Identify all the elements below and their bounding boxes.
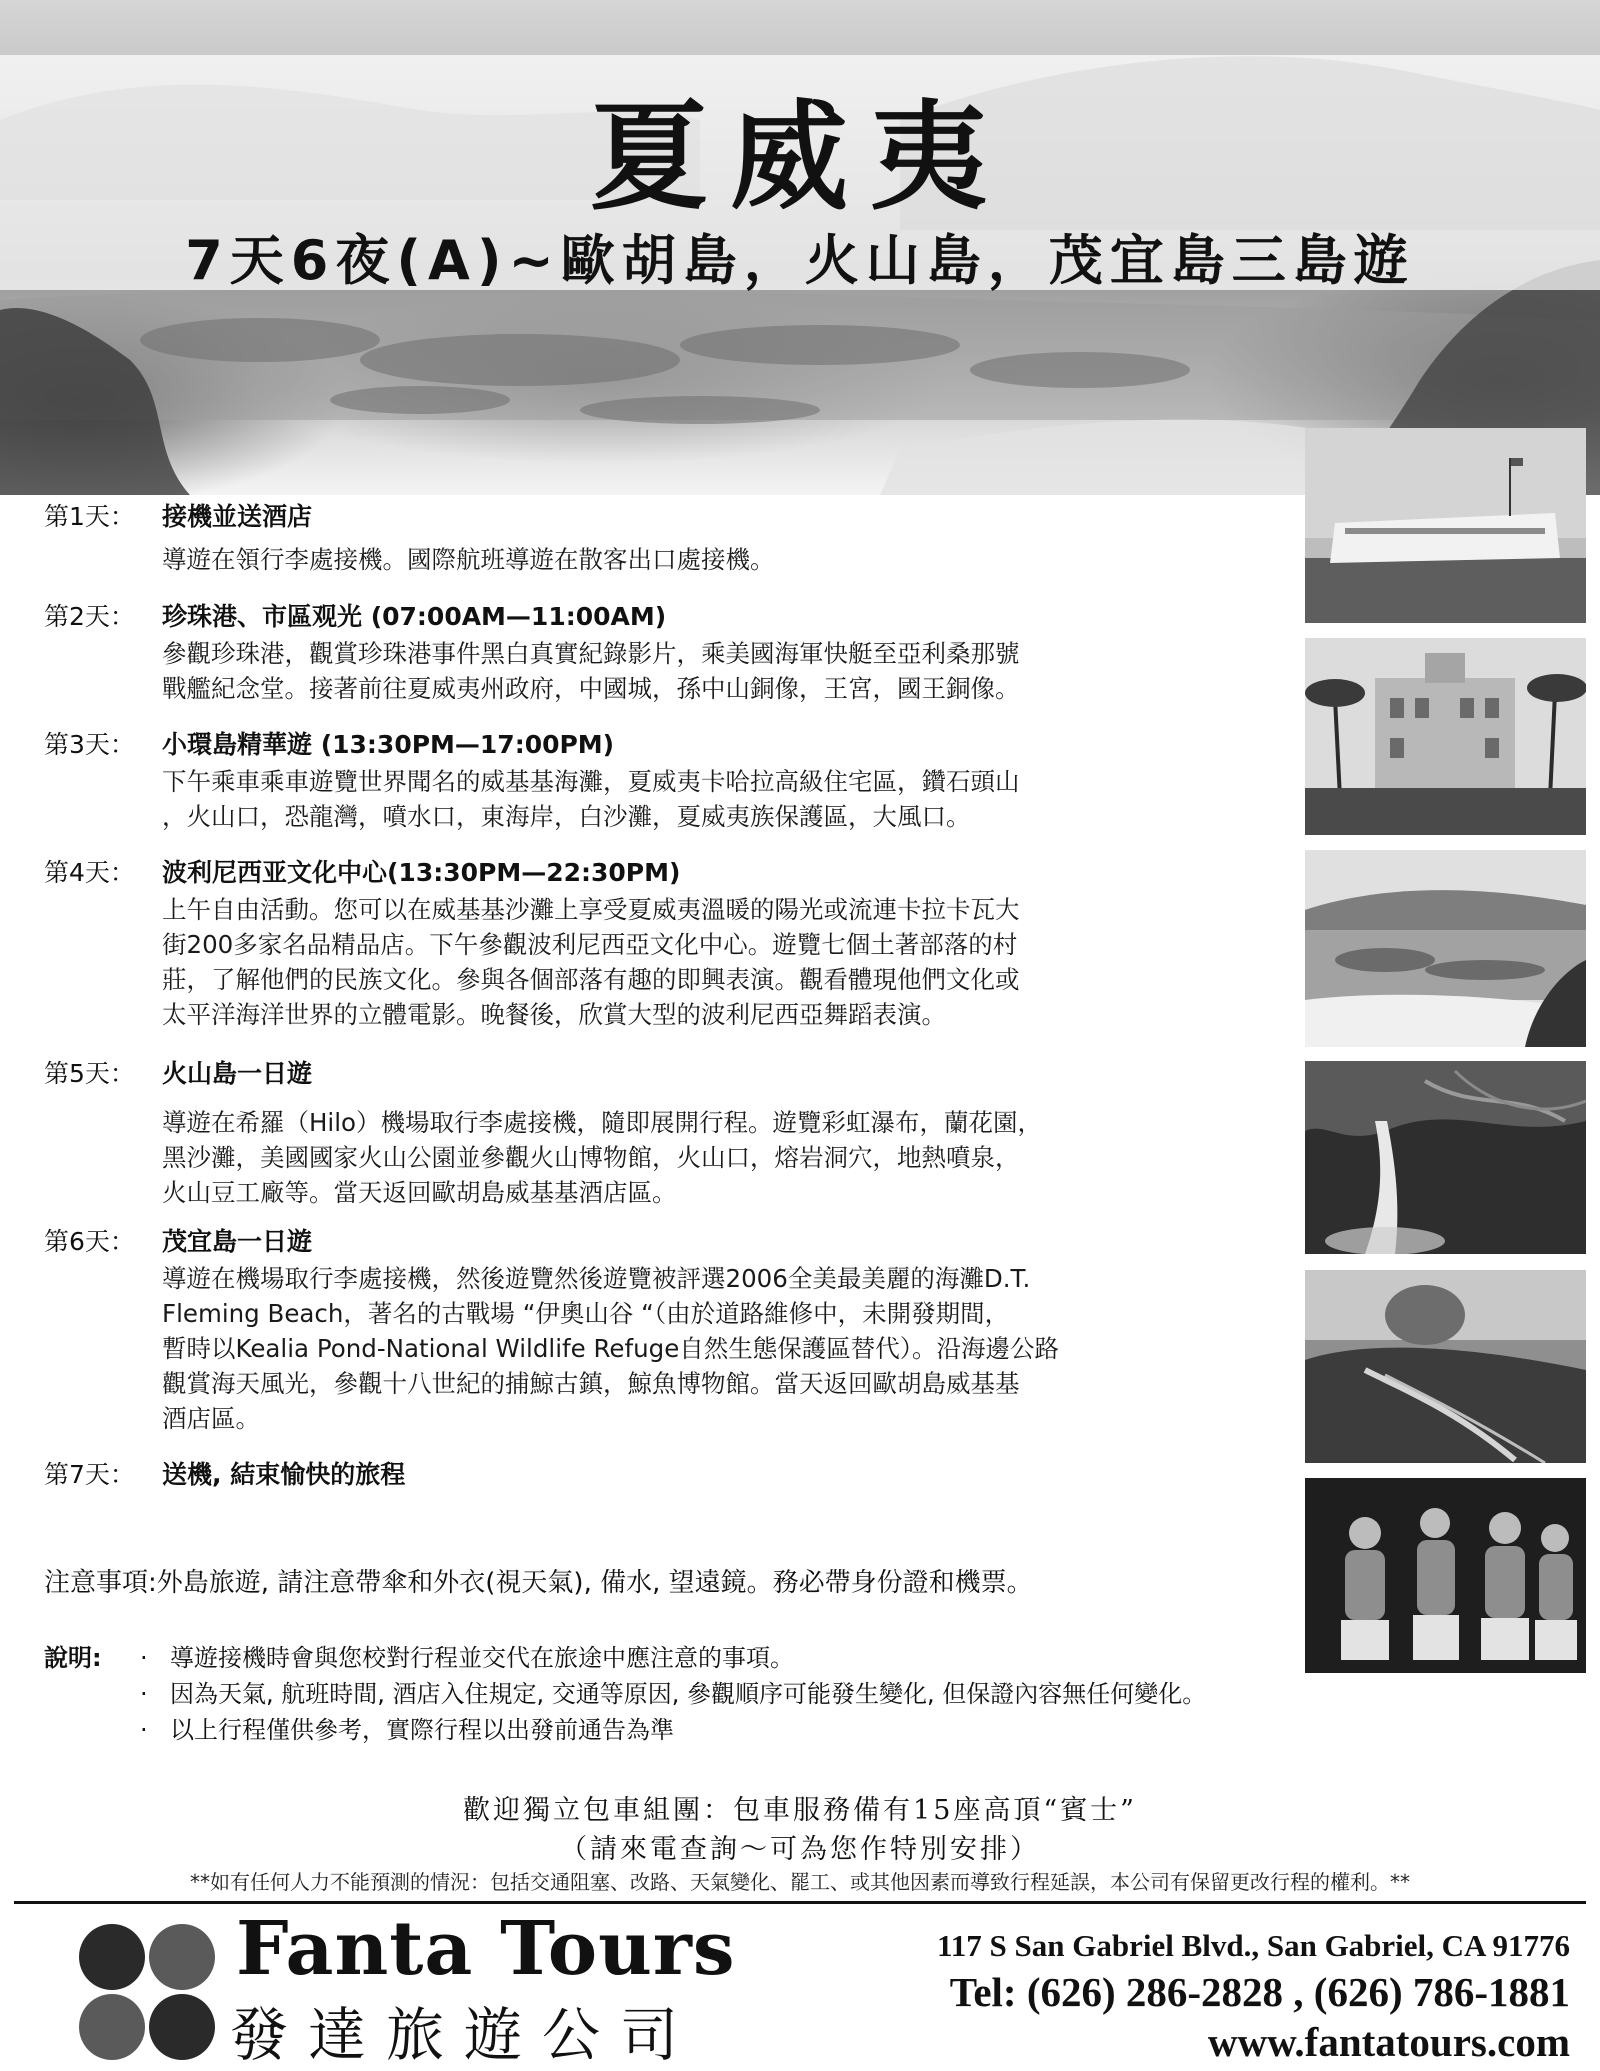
itinerary-day-6 xyxy=(44,1225,1294,1436)
company-phone: Tel: (626) 286-2828 , (626) 786-1881 xyxy=(949,1969,1570,2015)
volcano-image xyxy=(1305,1270,1586,1463)
note-text: 因為天氣, 航班時間, 酒店入住規定, 交通等原因, 參觀順序可能發生變化, 但保證內容無任何變化。 xyxy=(170,1680,1207,1708)
waterfall-image xyxy=(1305,1061,1586,1254)
description-line: 莊，了解他們的民族文化。參與各個部落有趣的即興表演。觀看體現他們文化或 xyxy=(162,965,1020,994)
dancers-image xyxy=(1305,1478,1586,1673)
day-description xyxy=(162,542,1312,577)
day-title: 接機並送酒店 xyxy=(162,502,313,531)
company-address: 117 S San Gabriel Blvd., San Gabriel, CA 91776 xyxy=(936,1928,1570,1963)
description-line: 參觀珍珠港，觀賞珍珠港事件黑白真實紀錄影片，乘美國海軍快艇至亞利桑那號 xyxy=(162,639,1020,668)
day-description xyxy=(162,1261,1312,1436)
day-label: 第3天： xyxy=(44,730,135,759)
itinerary-day-3 xyxy=(44,728,1294,834)
description-line: 黑沙灘，美國國家火山公園並參觀火山博物館，火山口，熔岩洞穴，地熱噴泉， xyxy=(162,1143,1020,1172)
description-line: 下午乘車乘車遊覽世界聞名的威基基海灘，夏威夷卡哈拉高級住宅區，鑽石頭山 xyxy=(162,767,1020,796)
dancers-photo xyxy=(1305,1478,1586,1673)
day-label: 第7天： xyxy=(44,1460,135,1489)
bullet-icon: · xyxy=(140,1716,148,1744)
day-title: 送機, 結束愉快的旅程 xyxy=(162,1460,406,1489)
day-title: 火山島一日遊 xyxy=(162,1059,313,1088)
palace-photo xyxy=(1305,638,1586,835)
note-text: 以上行程僅供參考，實際行程以出發前通告為準 xyxy=(170,1716,674,1744)
bullet-icon: · xyxy=(140,1644,148,1672)
description-line: Fleming Beach，著名的古戰場 “伊奧山谷 “（由於道路維修中，未開發期間， xyxy=(162,1299,1010,1328)
brand-name-zh: 發達旅遊公司 xyxy=(230,2001,699,2069)
day-description xyxy=(162,636,1312,706)
list-item xyxy=(140,1712,1540,1748)
footer-divider xyxy=(14,1901,1586,1904)
charter-promo-subline: （請來電查詢～可為您作特別安排） xyxy=(560,1834,1040,1865)
waterfall-photo xyxy=(1305,1061,1586,1254)
charter-promo-line: 歡迎獨立包車組團：包車服務備有15座高頂“賓士” xyxy=(463,1795,1137,1826)
description-line: 導遊在領行李處接機。國際航班導遊在散客出口處接機。 xyxy=(162,545,775,574)
notes-label: 說明: xyxy=(44,1644,102,1672)
description-line: 導遊在希羅（Hilo）機場取行李處接機，隨即展開行程。遊覽彩虹瀑布，蘭花園， xyxy=(162,1108,1043,1137)
company-website: www.fantatours.com xyxy=(1207,2019,1570,2065)
day-title: 珍珠港、市區观光 (07:00AM—11:00AM) xyxy=(162,602,667,631)
memorial-photo xyxy=(1305,428,1586,623)
day-label: 第6天： xyxy=(44,1227,135,1256)
description-line: ，火山口，恐龍灣，噴水口，東海岸，白沙灘，夏威夷族保護區，大風口。 xyxy=(162,802,971,831)
day-label: 第1天： xyxy=(44,502,135,531)
day-title: 茂宜島一日遊 xyxy=(162,1227,313,1256)
description-line: 觀賞海天風光，參觀十八世紀的捕鯨古鎮，鯨魚博物館。當天返回歐胡島威基基 xyxy=(162,1369,1020,1398)
itinerary-day-1 xyxy=(44,500,1294,577)
list-item xyxy=(140,1676,1540,1712)
itinerary-day-2 xyxy=(44,600,1294,706)
description-line: 導遊在機場取行李處接機，然後遊覽然後遊覽被評選2006全美最美麗的海灘D.T. xyxy=(162,1264,1031,1293)
day-description xyxy=(162,1105,1312,1210)
description-line: 暫時以Kealia Pond-National Wildlife Refuge自然生態保護區替代）。沿海邊公路 xyxy=(162,1334,1060,1363)
bay-photo xyxy=(1305,850,1586,1047)
description-line: 酒店區。 xyxy=(162,1404,260,1433)
day-description xyxy=(162,892,1312,1032)
day-label: 第2天： xyxy=(44,602,135,631)
note-text: 導遊接機時會與您校對行程並交代在旅途中應注意的事項。 xyxy=(170,1644,794,1672)
day-title: 波利尼西亚文化中心(13:30PM—22:30PM) xyxy=(162,858,681,887)
fanta-tours-logo-icon xyxy=(74,1917,224,2067)
day-label: 第4天： xyxy=(44,858,135,887)
day-description xyxy=(162,764,1312,834)
description-line: 上午自由活動。您可以在威基基沙灘上享受夏威夷溫暖的陽光或流連卡拉卡瓦大 xyxy=(162,895,1020,924)
description-line: 太平洋海洋世界的立體電影。晚餐後，欣賞大型的波利尼西亞舞蹈表演。 xyxy=(162,1000,946,1029)
page-subtitle: 7天6夜(A)~歐胡島，火山島，茂宜島三島遊 xyxy=(185,229,1415,292)
notice-text: 注意事項:外島旅遊, 請注意帶傘和外衣(視天氣), 備水, 望遠鏡。務必帶身份證和機票。 xyxy=(44,1568,1033,1598)
disclaimer-text: **如有任何人力不能預測的情況：包括交通阻塞、改路、天氣變化、罷工、或其他因素而導致行程延誤，本公司有保留更改行程的權利。** xyxy=(190,1870,1410,1894)
description-line: 街200多家名品精品店。下午參觀波利尼西亞文化中心。遊覽七個土著部落的村 xyxy=(162,930,1018,959)
itinerary-day-7 xyxy=(44,1458,1294,1492)
palace-image xyxy=(1305,638,1586,835)
brand-name-en: Fanta Tours xyxy=(236,1906,736,1992)
day-title: 小環島精華遊 (13:30PM—17:00PM) xyxy=(162,730,615,759)
volcano-photo xyxy=(1305,1270,1586,1463)
page-title: 夏威夷 xyxy=(589,88,1010,226)
header-banner-photo xyxy=(0,0,1600,495)
memorial-image xyxy=(1305,428,1586,623)
bay-image xyxy=(1305,850,1586,1047)
description-line: 戰艦紀念堂。接著前往夏威夷州政府，中國城，孫中山銅像，王宮，國王銅像。 xyxy=(162,674,1020,703)
itinerary-day-4 xyxy=(44,856,1294,1032)
day-label: 第5天： xyxy=(44,1059,135,1088)
bullet-icon: · xyxy=(140,1680,148,1708)
description-line: 火山豆工廠等。當天返回歐胡島威基基酒店區。 xyxy=(162,1178,677,1207)
itinerary-day-5 xyxy=(44,1057,1294,1210)
